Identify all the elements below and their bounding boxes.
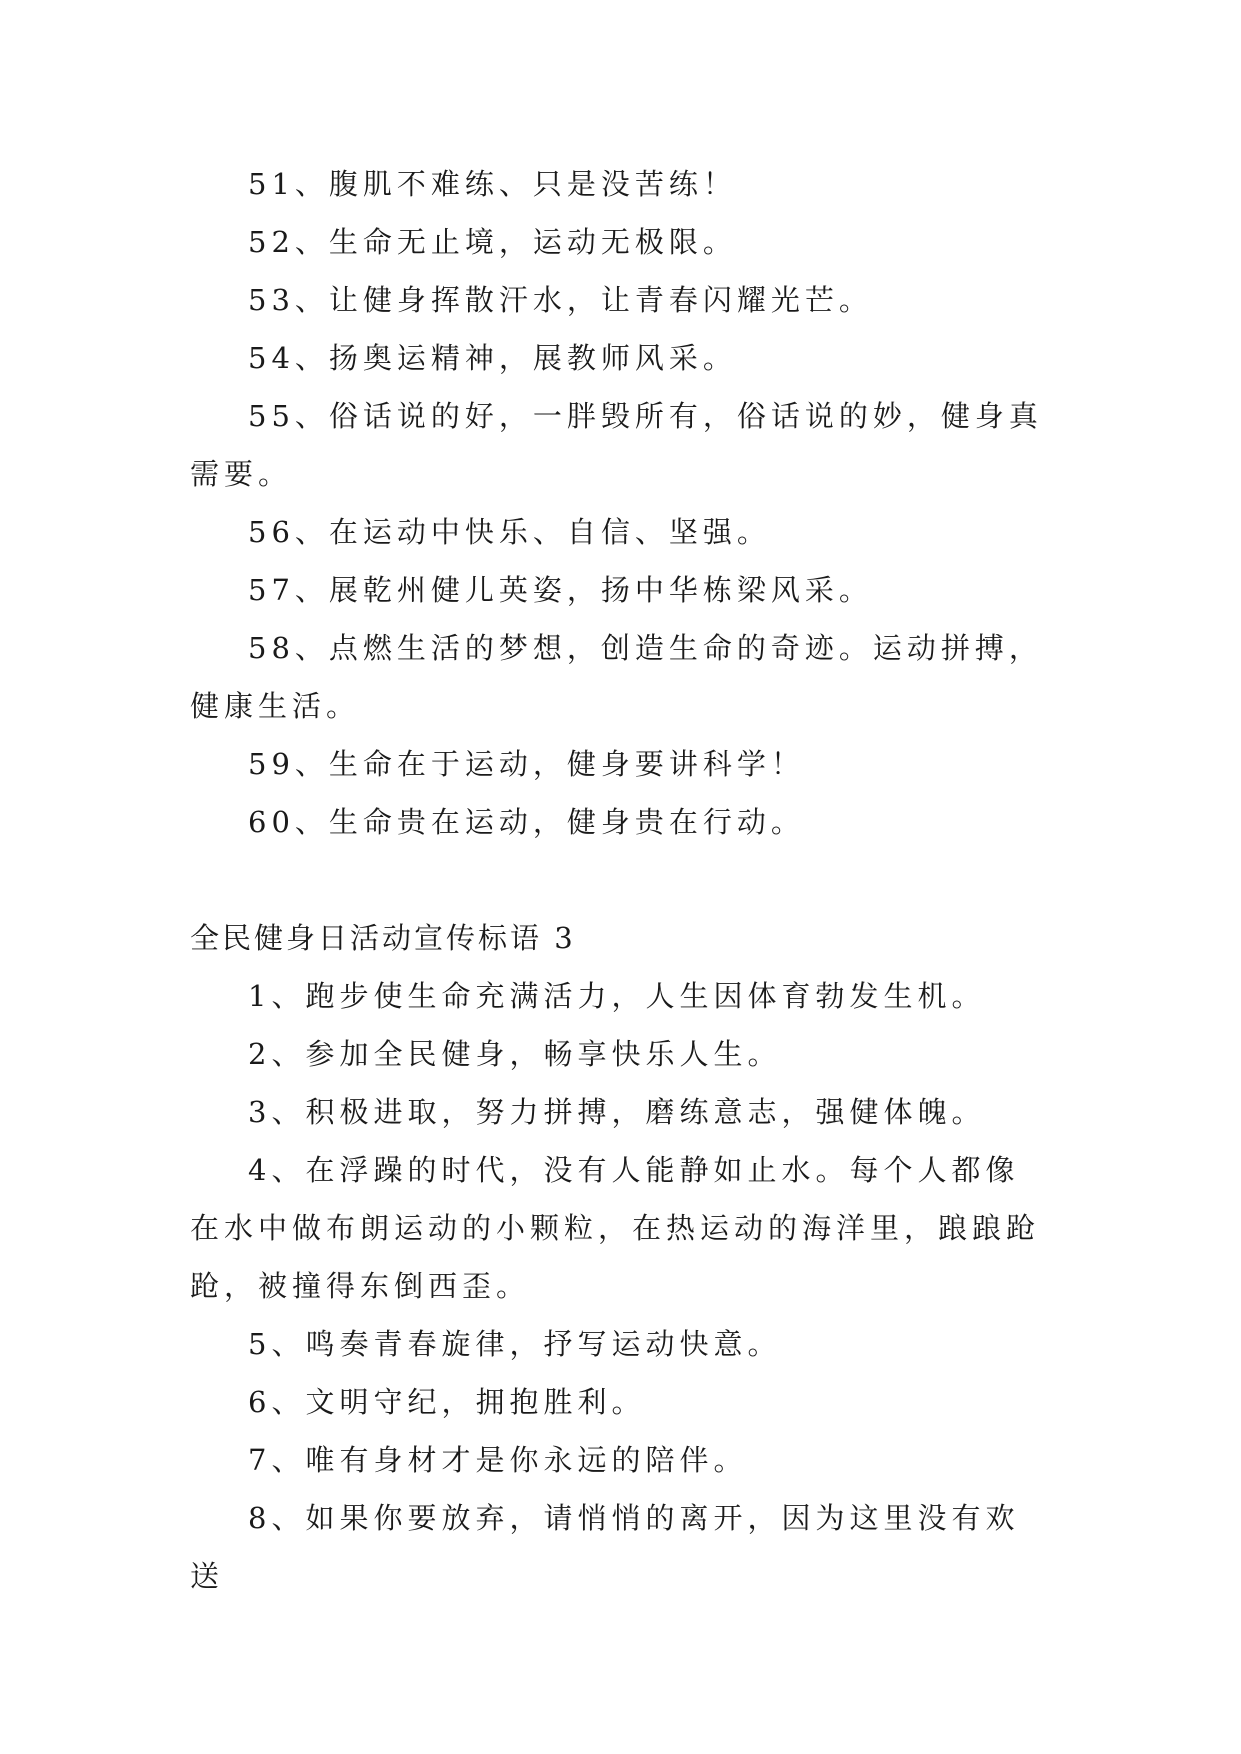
list-item: 5、鸣奏青春旋律，抒写运动快意。 bbox=[248, 1327, 782, 1361]
list-item: 57、展乾州健儿英姿，扬中华栋梁风采。 bbox=[248, 573, 873, 607]
list-item: 4、在浮躁的时代，没有人能静如止水。每个人都像在水中做布朗运动的小颗粒，在热运动的海洋里，踉踉跄跄，被撞得东倒西歪。 bbox=[190, 1153, 1041, 1303]
list-item: 56、在运动中快乐、自信、坚强。 bbox=[248, 515, 771, 549]
list-item: 8、如果你要放弃，请悄悄的离开，因为这里没有欢送 bbox=[190, 1501, 1020, 1593]
list-item: 54、扬奥运精神，展教师风采。 bbox=[248, 341, 737, 375]
document-body bbox=[190, 155, 1050, 1605]
section-heading: 全民健身日活动宣传标语 3 bbox=[190, 921, 576, 955]
list-item: 6、文明守纪，拥抱胜利。 bbox=[248, 1385, 646, 1419]
list-item: 58、点燃生活的梦想，创造生命的奇迹。运动拼搏，健康生活。 bbox=[190, 631, 1043, 723]
list-item: 3、积极进取，努力拼搏，磨练意志，强健体魄。 bbox=[248, 1095, 986, 1129]
list-item: 55、俗话说的好，一胖毁所有，俗话说的妙，健身真需要。 bbox=[190, 399, 1043, 491]
list-item: 52、生命无止境，运动无极限。 bbox=[248, 225, 737, 259]
list-item: 53、让健身挥散汗水，让青春闪耀光芒。 bbox=[248, 283, 873, 317]
list-item: 2、参加全民健身，畅享快乐人生。 bbox=[248, 1037, 782, 1071]
list-item: 1、跑步使生命充满活力，人生因体育勃发生机。 bbox=[248, 979, 986, 1013]
list-item: 60、生命贵在运动，健身贵在行动。 bbox=[248, 805, 805, 839]
list-item: 51、腹肌不难练、只是没苦练！ bbox=[248, 167, 737, 201]
list-item: 59、生命在于运动，健身要讲科学！ bbox=[248, 747, 805, 781]
list-item: 7、唯有身材才是你永远的陪伴。 bbox=[248, 1443, 748, 1477]
